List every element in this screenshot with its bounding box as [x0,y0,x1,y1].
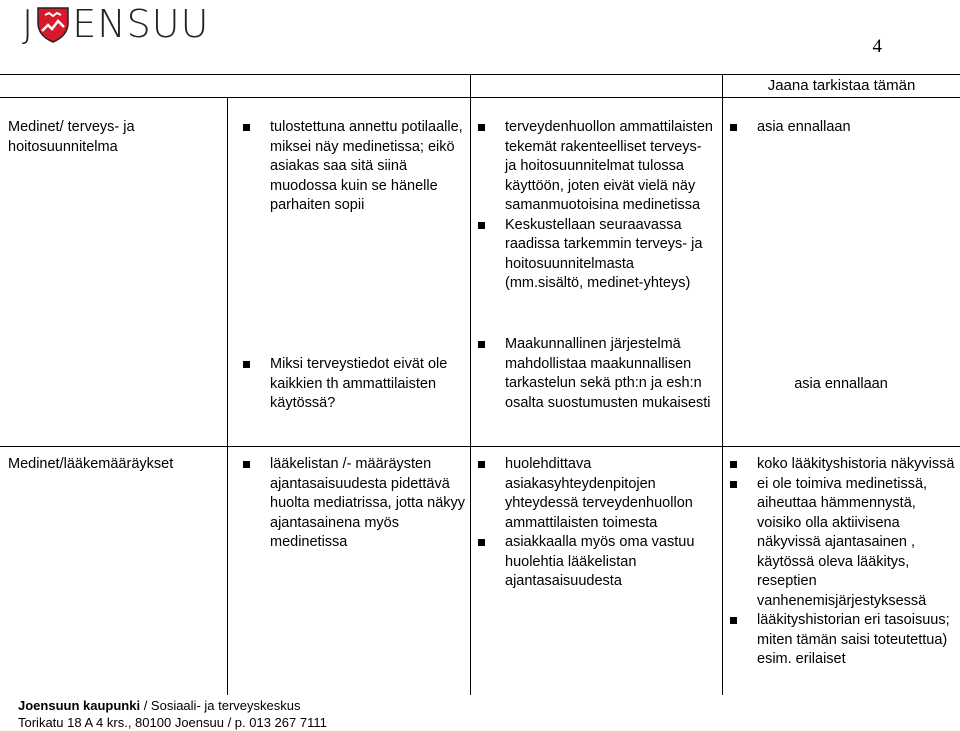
list-item: tulostettuna annettu potilaalle, miksei näy medinetissa; eikö asiakas saa sitä siinä muodossa kuin se hänelle parhaiten sopii [240,118,466,216]
list-item: Maakunnallinen järjestelmä mahdollistaa maakunnallisen tarkastelun sekä pth:n ja esh:n osalta suostumusten mukaisesti [475,335,715,413]
bullet-list [727,118,955,138]
row3-label: Medinet/lääkemääräykset [8,456,174,472]
bullet-list [240,355,466,414]
footer-address: Torikatu 18 A 4 krs., 80100 Joensuu / p. 013 267 7111 [18,715,327,730]
table-col-divider-2 [470,74,471,695]
status-text: asia ennallaan [794,376,888,392]
bullet-list [240,455,466,553]
row3-col2 [240,455,466,553]
list-item: huolehdittava asiakasyhteydenpitojen yhteydessä terveydenhuollon ammattilaisten toimesta [475,455,715,533]
row2-col4 [727,375,955,395]
row1-label: Medinet/ terveys- ja hoitosuunnitelma [8,119,135,155]
row1-col2 [240,118,466,216]
list-item: terveydenhuollon ammattilaisten tekemät rakenteelliset terveys- ja hoitosuunnitelmat tulossa käyttöön, joten eivät vielä näy samanmuotoisina medinetissa [475,118,715,216]
logo-text-ensuu: ENSUU [72,2,210,46]
list-item: ei ole toimiva medinetissä, aiheuttaa hämmennystä, voisiko olla aktiivisena näkyvissä ajantasainen , käytössä oleva lääkitys, reseptien vanhenemisjärjestyksessä [727,475,957,612]
list-item: lääkityshistorian eri tasoisuus; miten tämän saisi toteutettua) esim. erilaiset [727,611,957,670]
bullet-list [240,118,466,216]
list-item: Miksi terveystiedot eivät ole kaikkien th ammattilaisten käytössä? [240,355,466,414]
table-header-border [0,97,960,98]
table-col-divider-3 [722,74,723,695]
footer-org-unit: / Sosiaali- ja terveyskeskus [140,698,301,713]
row3-col3 [475,455,715,592]
table-col-divider-1 [227,97,228,695]
row1-col4 [727,118,955,138]
joensuu-logo [22,2,209,46]
coat-of-arms-icon [36,5,70,43]
bullet-list [475,455,715,592]
table-row-border [0,446,960,447]
page-footer [18,697,327,731]
bullet-list [475,118,715,294]
list-item: asia ennallaan [727,118,955,138]
row2-col2 [240,355,466,414]
footer-org [18,697,327,714]
list-item: koko lääkityshistoria näkyvissä [727,455,957,475]
row2-col3 [475,335,715,413]
header-note: Jaana tarkistaa tämän [767,77,916,94]
bullet-list [727,455,957,670]
logo-text-j: J [22,2,35,46]
row3-col4 [727,455,957,670]
row1-col3 [475,118,715,294]
list-item: lääkelistan /- määräysten ajantasaisuudesta pidettävä huolta mediatrissa, jotta näkyy ajantasainena myös medinetissa [240,455,466,553]
list-item: asiakkaalla myös oma vastuu huolehtia lääkelistan ajantasaisuudesta [475,533,715,592]
table-top-border [0,74,960,75]
footer-org-name: Joensuun kaupunki [18,698,141,713]
page-number: 4 [872,36,882,57]
list-item: Keskustellaan seuraavassa raadissa tarkemmin terveys- ja hoitosuunnitelmasta (mm.sisältö, medinet-yhteys) [475,216,715,294]
bullet-list [475,335,715,413]
